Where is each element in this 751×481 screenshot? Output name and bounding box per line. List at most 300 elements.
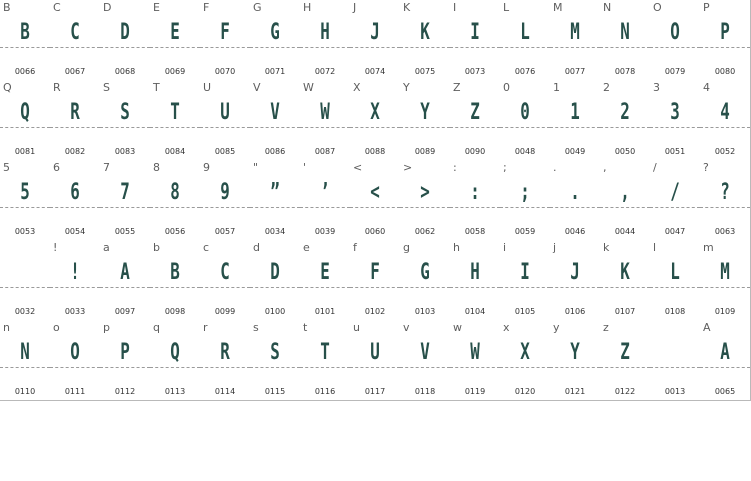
glyph-code: 0067 [64,67,86,76]
glyph-preview: Q [20,100,30,125]
baseline-divider [450,287,500,288]
glyph-cell [650,240,701,321]
baseline-divider [600,47,650,48]
glyph-preview: E [320,260,330,285]
glyph-preview: G [270,20,280,45]
glyph-code: 0047 [664,227,686,236]
glyph-cell [150,80,201,161]
glyph-preview: Q [170,340,180,365]
baseline-divider [450,47,500,48]
baseline-divider [700,207,750,208]
glyph-key-label: ' [303,161,307,174]
baseline-divider [0,367,50,368]
baseline-divider [50,207,100,208]
baseline-divider [150,287,200,288]
glyph-code: 0052 [714,147,736,156]
glyph-preview: / [670,180,680,205]
glyph-cell [0,80,51,161]
baseline-divider [100,127,150,128]
glyph-code: 0104 [464,307,486,316]
glyph-cell [300,80,351,161]
baseline-divider [500,207,550,208]
glyph-key-label: D [103,1,112,14]
glyph-key-label: z [603,321,609,334]
glyph-preview: K [420,20,430,45]
glyph-preview: O [670,20,680,45]
glyph-cell [150,240,201,321]
glyph-code: 0100 [264,307,286,316]
glyph-preview: J [570,260,580,285]
glyph-code: 0078 [614,67,636,76]
glyph-code: 0048 [514,147,536,156]
glyph-code: 0068 [114,67,136,76]
glyph-code: 0013 [664,387,686,396]
baseline-divider [600,287,650,288]
glyph-key-label: o [53,321,60,334]
glyph-key-label: 1 [553,81,560,94]
baseline-divider [600,207,650,208]
glyph-preview: > [420,180,430,205]
glyph-cell [650,80,701,161]
glyph-code: 0113 [164,387,186,396]
glyph-code: 0065 [714,387,736,396]
glyph-preview: 6 [70,180,80,205]
glyph-cell [600,240,651,321]
glyph-preview: P [120,340,130,365]
glyph-preview: M [570,20,580,45]
baseline-divider [150,207,200,208]
glyph-code: 0102 [364,307,386,316]
glyph-preview: A [120,260,130,285]
glyph-cell [450,0,501,81]
glyph-cell [600,320,651,401]
glyph-key-label: 0 [503,81,510,94]
glyph-cell [300,0,351,81]
glyph-key-label: E [153,1,160,14]
glyph-code: 0110 [14,387,36,396]
baseline-divider [650,287,700,288]
glyph-code: 0086 [264,147,286,156]
glyph-preview: < [370,180,380,205]
baseline-divider [500,287,550,288]
glyph-code: 0075 [414,67,436,76]
glyph-cell [700,160,751,241]
glyph-preview: 8 [170,180,180,205]
glyph-preview: ” [270,180,280,205]
glyph-key-label: 5 [3,161,10,174]
glyph-code: 0088 [364,147,386,156]
glyph-preview: N [20,340,30,365]
glyph-key-label: 8 [153,161,160,174]
glyph-cell [550,240,601,321]
glyph-preview: F [370,260,380,285]
glyph-key-label: c [203,241,210,254]
glyph-preview: J [370,20,380,45]
glyph-cell [250,320,301,401]
glyph-key-label: < [353,161,363,174]
baseline-divider [400,367,450,368]
glyph-cell [450,80,501,161]
baseline-divider [450,367,500,368]
glyph-preview: 5 [20,180,30,205]
glyph-key-label: m [703,241,714,254]
glyph-cell [100,0,151,81]
glyph-code: 0106 [564,307,586,316]
glyph-key-label: J [353,1,357,14]
glyph-code: 0085 [214,147,236,156]
glyph-cell [150,0,201,81]
glyph-key-label: r [203,321,208,334]
glyph-key-label: G [253,1,262,14]
glyph-preview: F [220,20,230,45]
glyph-key-label: T [153,81,160,94]
glyph-preview: 2 [620,100,630,125]
baseline-divider [200,207,250,208]
glyph-key-label: 4 [703,81,710,94]
glyph-cell [350,240,401,321]
glyph-cell [250,0,301,81]
baseline-divider [0,127,50,128]
baseline-divider [700,47,750,48]
glyph-cell [600,0,651,81]
glyph-preview: N [620,20,630,45]
glyph-key-label: Z [453,81,461,94]
baseline-divider [400,287,450,288]
glyph-preview: , [620,180,630,205]
glyph-cell [650,160,701,241]
glyph-code: 0098 [164,307,186,316]
glyph-code: 0115 [264,387,286,396]
glyph-cell [300,160,351,241]
glyph-key-label: 7 [103,161,110,174]
glyph-cell [200,240,251,321]
glyph-code: 0099 [214,307,236,316]
glyph-code: 0057 [214,227,236,236]
glyph-code: 0097 [114,307,136,316]
glyph-key-label: X [353,81,361,94]
baseline-divider [250,367,300,368]
glyph-key-label: " [253,161,259,174]
glyph-cell [550,80,601,161]
glyph-key-label: x [503,321,510,334]
glyph-cell [100,160,151,241]
glyph-cell [500,240,551,321]
glyph-key-label: v [403,321,410,334]
glyph-preview: E [170,20,180,45]
glyph-cell [500,0,551,81]
glyph-cell [450,240,501,321]
glyph-key-label: K [403,1,411,14]
glyph-code: 0108 [664,307,686,316]
glyph-cell [600,160,651,241]
glyph-key-label: C [53,1,61,14]
glyph-key-label: l [653,241,657,254]
glyph-preview: G [420,260,430,285]
glyph-cell [50,160,101,241]
glyph-preview: 0 [520,100,530,125]
glyph-code: 0111 [64,387,86,396]
glyph-cell [400,160,451,241]
glyph-key-label: 3 [653,81,660,94]
glyph-cell [150,160,201,241]
glyph-cell [400,320,451,401]
glyph-preview: M [720,260,730,285]
glyph-key-label: > [403,161,413,174]
glyph-code: 0081 [14,147,36,156]
glyph-cell [0,320,51,401]
glyph-key-label: g [403,241,410,254]
glyph-preview: I [520,260,530,285]
glyph-key-label: w [453,321,462,334]
glyph-cell [700,320,751,401]
glyph-key-label: O [653,1,662,14]
baseline-divider [350,207,400,208]
glyph-preview: I [470,20,480,45]
glyph-key-label: V [253,81,261,94]
glyph-code: 0109 [714,307,736,316]
glyph-key-label: Y [403,81,410,94]
baseline-divider [250,47,300,48]
glyph-preview: V [270,100,280,125]
baseline-divider [550,367,600,368]
glyph-code: 0116 [314,387,336,396]
glyph-code: 0103 [414,307,436,316]
glyph-preview: T [170,100,180,125]
baseline-divider [0,287,50,288]
baseline-divider [400,207,450,208]
glyph-code: 0122 [614,387,636,396]
glyph-code: 0089 [414,147,436,156]
glyph-key-label: n [3,321,10,334]
glyph-cell [650,0,701,81]
glyph-cell [350,320,401,401]
glyph-key-label: Q [3,81,12,94]
glyph-code: 0032 [14,307,36,316]
glyph-code: 0054 [64,227,86,236]
glyph-code: 0076 [514,67,536,76]
glyph-code: 0071 [264,67,286,76]
baseline-divider [650,47,700,48]
glyph-key-label: p [103,321,110,334]
glyph-code: 0087 [314,147,336,156]
glyph-preview: K [620,260,630,285]
glyph-code: 0066 [14,67,36,76]
baseline-divider [0,47,50,48]
baseline-divider [100,207,150,208]
glyph-cell [200,80,251,161]
glyph-preview: . [570,180,580,205]
glyph-cell [350,160,401,241]
glyph-preview: ’ [320,180,330,205]
glyph-preview: P [720,20,730,45]
glyph-code: 0105 [514,307,536,316]
glyph-cell [50,320,101,401]
baseline-divider [350,47,400,48]
baseline-divider [250,127,300,128]
glyph-preview: D [120,20,130,45]
glyph-cell [700,80,751,161]
baseline-divider [0,207,50,208]
glyph-key-label: 2 [603,81,610,94]
glyph-cell [500,160,551,241]
baseline-divider [300,207,350,208]
glyph-cell [350,80,401,161]
glyph-preview: H [320,20,330,45]
glyph-cell [0,240,51,321]
glyph-preview: B [170,260,180,285]
glyph-preview: C [70,20,80,45]
baseline-divider [700,127,750,128]
glyph-preview: Z [470,100,480,125]
baseline-divider [50,47,100,48]
glyph-cell [550,160,601,241]
glyph-key-label: : [453,161,457,174]
baseline-divider [600,127,650,128]
glyph-key-label: W [303,81,314,94]
glyph-cell [50,80,101,161]
glyph-preview: Z [620,340,630,365]
baseline-divider [100,47,150,48]
glyph-cell [450,320,501,401]
glyph-code: 0034 [264,227,286,236]
glyph-preview: Y [420,100,430,125]
glyph-code: 0073 [464,67,486,76]
glyph-preview: X [370,100,380,125]
glyph-cell [250,160,301,241]
glyph-code: 0069 [164,67,186,76]
glyph-key-label: e [303,241,310,254]
baseline-divider [700,367,750,368]
glyph-code: 0121 [564,387,586,396]
glyph-key-label: ! [53,241,58,254]
baseline-divider [50,127,100,128]
glyph-code: 0059 [514,227,536,236]
glyph-cell [600,80,651,161]
baseline-divider [600,367,650,368]
glyph-key-label: 6 [53,161,60,174]
glyph-cell [100,240,151,321]
glyph-preview: D [270,260,280,285]
baseline-divider [50,367,100,368]
glyph-key-label: ; [503,161,507,174]
glyph-code: 0039 [314,227,336,236]
glyph-key-label: 9 [203,161,210,174]
glyph-preview: V [420,340,430,365]
glyph-cell [200,0,251,81]
glyph-key-label: t [303,321,308,334]
glyph-cell [450,160,501,241]
glyph-code: 0112 [114,387,136,396]
baseline-divider [550,47,600,48]
glyph-code: 0056 [164,227,186,236]
baseline-divider [650,207,700,208]
glyph-cell [250,80,301,161]
glyph-key-label: y [553,321,560,334]
glyph-code: 0055 [114,227,136,236]
baseline-divider [400,127,450,128]
baseline-divider [150,367,200,368]
glyph-code: 0079 [664,67,686,76]
glyph-code: 0118 [414,387,436,396]
glyph-code: 0090 [464,147,486,156]
baseline-divider [250,287,300,288]
glyph-cell [0,160,51,241]
baseline-divider [550,207,600,208]
glyph-key-label: f [353,241,357,254]
glyph-code: 0101 [314,307,336,316]
glyph-key-label: ? [703,161,709,174]
baseline-divider [700,287,750,288]
glyph-code: 0050 [614,147,636,156]
glyph-cell [400,0,451,81]
glyph-key-label: b [153,241,160,254]
glyph-preview: T [320,340,330,365]
baseline-divider [200,127,250,128]
baseline-divider [250,207,300,208]
glyph-key-label: F [203,1,210,14]
glyph-code: 0044 [614,227,636,236]
glyph-cell [0,0,51,81]
glyph-cell [500,320,551,401]
glyph-cell [550,320,601,401]
baseline-divider [100,287,150,288]
baseline-divider [50,287,100,288]
glyph-preview: ? [720,180,730,205]
glyph-code: 0046 [564,227,586,236]
glyph-key-label: k [603,241,610,254]
glyph-code: 0049 [564,147,586,156]
glyph-preview: L [670,260,680,285]
glyph-code: 0062 [414,227,436,236]
baseline-divider [500,367,550,368]
glyph-code: 0083 [114,147,136,156]
glyph-code: 0114 [214,387,236,396]
baseline-divider [500,127,550,128]
glyph-key-label: I [453,1,457,14]
glyph-key-label: u [353,321,360,334]
glyph-code: 0119 [464,387,486,396]
glyph-code: 0070 [214,67,236,76]
glyph-preview: R [220,340,230,365]
glyph-preview: W [470,340,480,365]
glyph-preview: O [70,340,80,365]
baseline-divider [300,47,350,48]
glyph-preview: S [270,340,280,365]
glyph-preview: U [220,100,230,125]
glyph-key-label: q [153,321,160,334]
glyph-cell [200,320,251,401]
baseline-divider [350,367,400,368]
glyph-preview: L [520,20,530,45]
baseline-divider [300,287,350,288]
glyph-preview: H [470,260,480,285]
baseline-divider [500,47,550,48]
glyph-cell [50,240,101,321]
glyph-cell [100,80,151,161]
baseline-divider [350,287,400,288]
glyph-preview: 3 [670,100,680,125]
baseline-divider [400,47,450,48]
glyph-key-label: R [53,81,61,94]
baseline-divider [450,207,500,208]
baseline-divider [300,367,350,368]
glyph-cell [650,320,701,401]
glyph-preview: W [320,100,330,125]
glyph-key-label: M [553,1,563,14]
glyph-key-label: . [553,161,557,174]
glyph-key-label: a [103,241,110,254]
baseline-divider [650,367,700,368]
